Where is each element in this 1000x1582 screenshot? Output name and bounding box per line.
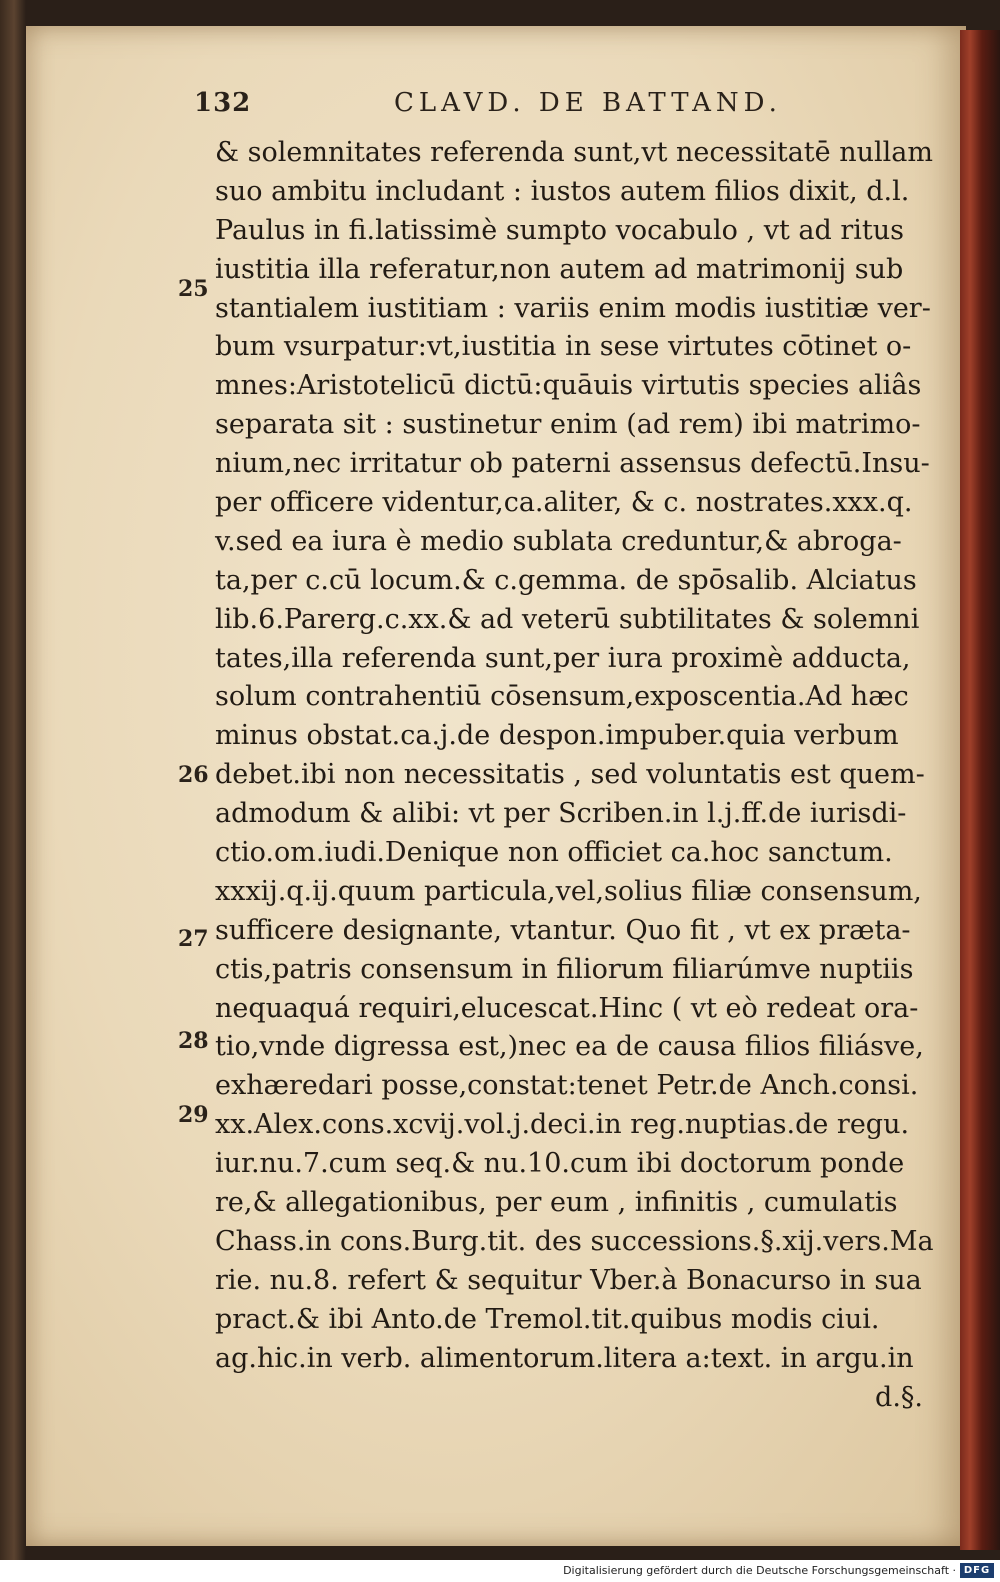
text-line: bum vsurpatur:vt,iustitia in sese virtutes cōtinet o- — [215, 331, 912, 363]
text-line: minus obstat.ca.j.de despon.impuber.quia verbum — [215, 720, 899, 752]
text-line: Paulus in fi.latissimè sumpto vocabulo , vt ad ritus — [215, 214, 904, 246]
text-line: per officere videntur,ca.aliter, & c. nostrates.xxx.q. — [215, 487, 913, 519]
footer-bar — [0, 1560, 1000, 1582]
book-edge — [960, 30, 1000, 1550]
text-line: iustitia illa referatur,non autem ad matrimonij sub — [215, 253, 904, 285]
text-line: stantialem iustitiam : variis enim modis iustitiæ ver- — [215, 292, 931, 324]
text-line: re,& allegationibus, per eum , infinitis , cumulatis — [215, 1187, 898, 1219]
text-line: sufficere designante, vtantur. Quo fit , vt ex præta- — [215, 914, 911, 946]
text-line: exhæredari posse,constat:tenet Petr.de Anch.consi. — [215, 1070, 919, 1102]
text-line: suo ambitu includant : iustos autem filios dixit, d.l. — [215, 175, 910, 207]
text-line: mnes:Aristotelicū dictū:quāuis virtutis species aliâs — [215, 370, 922, 402]
margin-number: 28 — [178, 1028, 209, 1054]
text-line: v.sed ea iura è medio sublata creduntur,& abroga- — [215, 525, 902, 557]
text-line: tio,vnde digressa est,)nec ea de causa filios filiásve, — [215, 1031, 924, 1063]
text-line: ta,per c.cū locum.& c.gemma. de spōsalib. Alciatus — [215, 564, 917, 596]
text-line: nium,nec irritatur ob paterni assensus defectū.Insu- — [215, 448, 930, 480]
running-head: CLAVD. DE BATTAND. — [394, 88, 782, 118]
funding-credit: Digitalisierung gefördert durch die Deutsche Forschungsgemeinschaft · — [563, 1564, 956, 1577]
text-line: nequaquá requiri,elucescat.Hinc ( vt eò redeat ora- — [215, 992, 919, 1024]
text-line: lib.6.Parerg.c.xx.& ad veterū subtilitates & solemni — [215, 603, 920, 635]
catchword: d.§. — [875, 1381, 923, 1413]
page-header — [194, 88, 794, 128]
text-line: pract.& ibi Anto.de Tremol.tit.quibus modis ciui. — [215, 1303, 880, 1335]
text-line: debet.ibi non necessitatis , sed voluntatis est quem- — [215, 759, 925, 791]
text-line: tates,illa referenda sunt,per iura proximè adducta, — [215, 642, 911, 674]
margin-number: 27 — [178, 926, 209, 952]
text-line: ctis,patris consensum in filiorum filiarúmve nuptiis — [215, 953, 914, 985]
text-line: separata sit : sustinetur enim (ad rem) ibi matrimo- — [215, 409, 921, 441]
text-line: rie. nu.8. refert & sequitur Vber.à Bonacurso in sua — [215, 1264, 922, 1296]
text-line: xxxij.q.ij.quum particula,vel,solius filiæ consensum, — [215, 875, 922, 907]
text-line: xx.Alex.cons.xcvij.vol.j.deci.in reg.nuptias.de regu. — [215, 1109, 910, 1141]
body-text — [215, 134, 935, 1417]
margin-number: 26 — [178, 762, 209, 788]
dfg-logo: DFG — [960, 1563, 994, 1578]
text-line: Chass.in cons.Burg.tit. des successions.§.xij.vers.Ma — [215, 1225, 934, 1257]
text-line: ctio.om.iudi.Denique non officiet ca.hoc sanctum. — [215, 837, 893, 869]
text-line: ag.hic.in verb. alimentorum.litera a:text. in argu.in — [215, 1342, 914, 1374]
text-line: admodum & alibi: vt per Scriben.in l.j.ff.de iurisdi- — [215, 798, 907, 830]
text-line: iur.nu.7.cum seq.& nu.10.cum ibi doctorum ponde — [215, 1148, 905, 1180]
margin-number: 29 — [178, 1102, 209, 1128]
margin-number: 25 — [178, 276, 209, 302]
page-number: 132 — [194, 88, 252, 118]
text-line: solum contrahentiū cōsensum,exposcentia.Ad hæc — [215, 681, 909, 713]
text-line: & solemnitates referenda sunt,vt necessitatē nullam — [215, 137, 933, 168]
